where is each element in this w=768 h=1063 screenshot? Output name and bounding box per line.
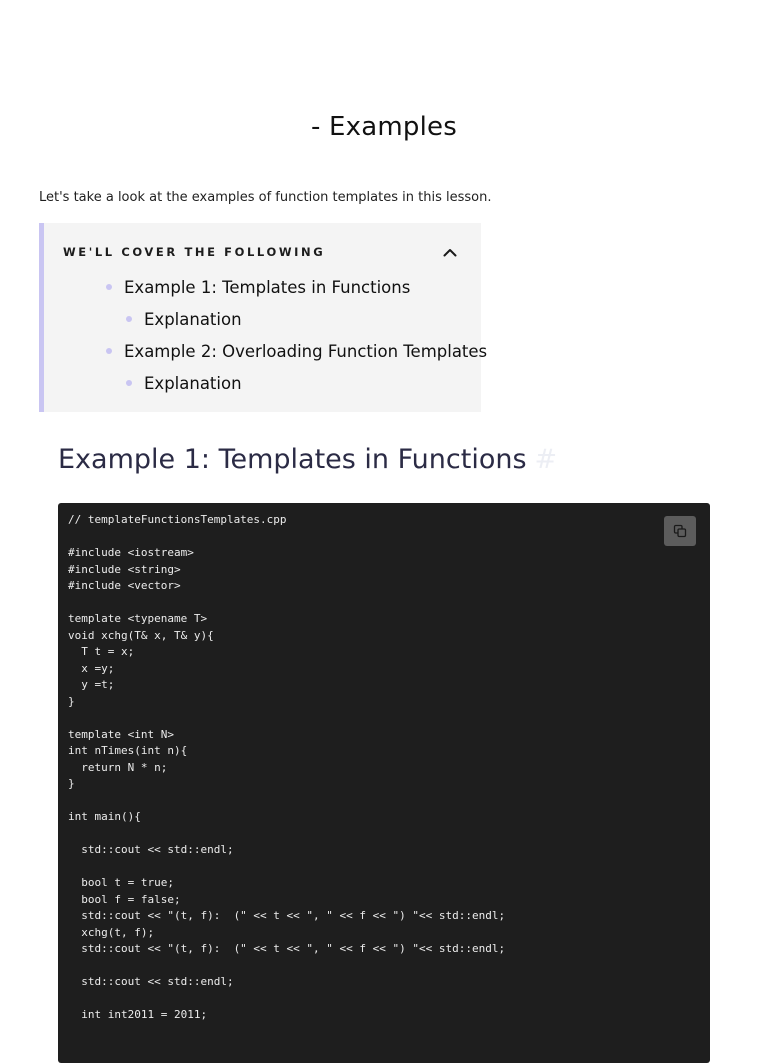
copy-icon [673, 524, 687, 538]
bullet-icon [126, 316, 132, 322]
section-heading [58, 444, 557, 475]
page-title: - Examples [311, 112, 457, 142]
toc-item-example-2[interactable] [44, 335, 487, 367]
intro-text: Let's take a look at the examples of function templates in this lesson. [39, 190, 492, 205]
table-of-contents [39, 223, 488, 412]
bullet-icon [106, 348, 112, 354]
anchor-link[interactable]: # [534, 444, 558, 475]
section-heading-text: Example 1: Templates in Functions [58, 444, 527, 475]
toc-header [63, 244, 459, 260]
copy-button[interactable] [664, 516, 696, 546]
chevron-up-icon[interactable] [441, 243, 459, 261]
bullet-icon [126, 380, 132, 386]
toc-item-label: Example 1: Templates in Functions [124, 277, 411, 297]
bullet-icon [106, 284, 112, 290]
toc-item-example-1[interactable] [44, 271, 487, 303]
toc-list [44, 271, 487, 399]
code-text: // templateFunctionsTemplates.cpp #include <iostream> #include <string> #include <vector> template <typename T> void xchg(T& x, T& y){ T t = x; x =y; y =t; } template <int N> int nTimes(int n){ return N * n; } int main(){ std::cout << std::endl; bool t = true; bool f = false; std::cout << "(t, f): (" << t << ", " << f << ") "<< std::endl; xchg(t, f); std::cout << "(t, f): (" << t << ", " << f << ") "<< std::endl; std::cout << std::endl; int int2011 = 2011; [68, 513, 506, 1021]
toc-item-explanation-2[interactable] [44, 367, 487, 399]
toc-item-label: Explanation [144, 373, 242, 393]
code-block [58, 503, 710, 1063]
toc-heading: WE'LL COVER THE FOLLOWING [63, 245, 326, 259]
toc-item-label: Explanation [144, 309, 242, 329]
toc-item-explanation-1[interactable] [44, 303, 487, 335]
toc-item-label: Example 2: Overloading Function Templates [124, 341, 488, 361]
